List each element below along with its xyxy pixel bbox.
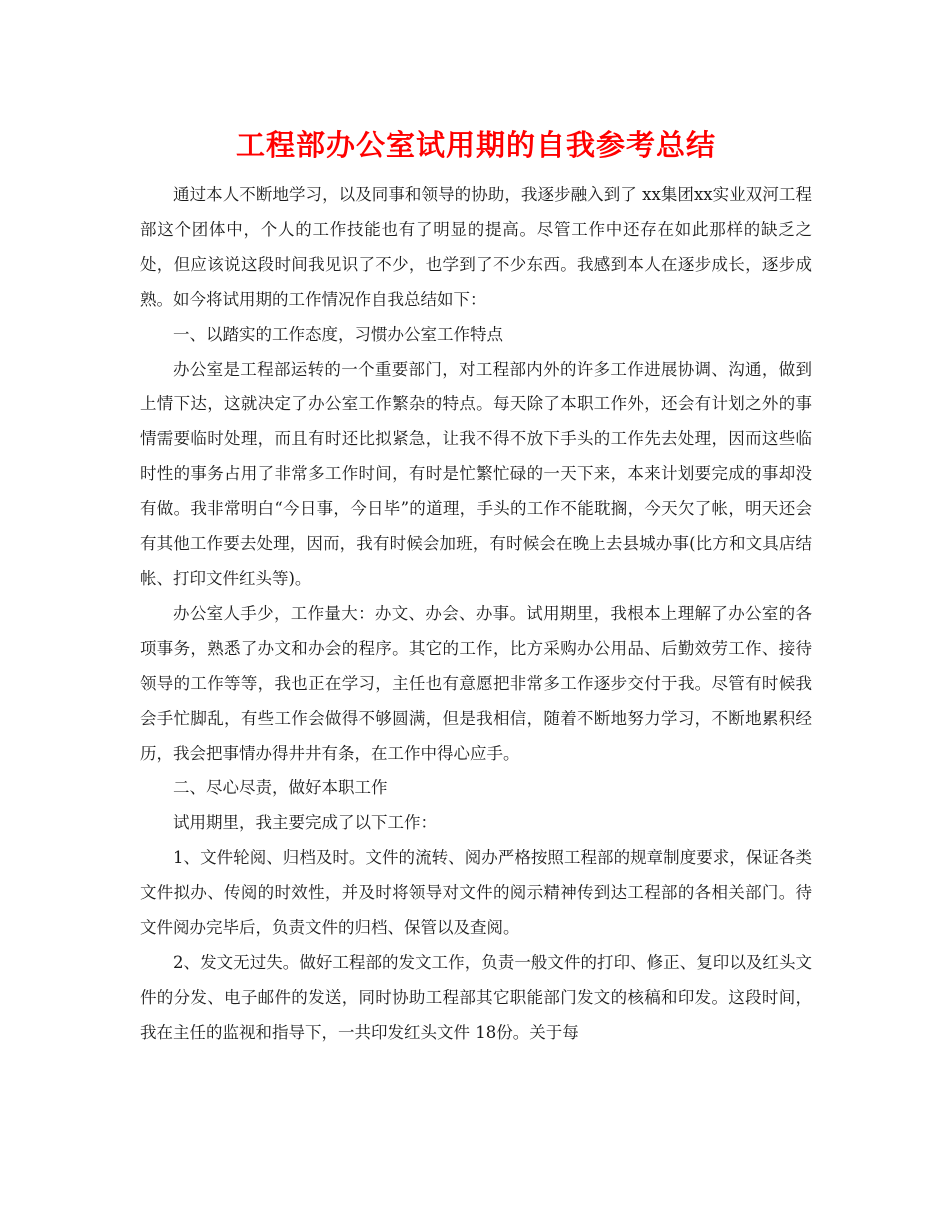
document-title: 工程部办公室试用期的自我参考总结: [235, 128, 716, 162]
paragraph-intro: 通过本人不断地学习，以及同事和领导的协助，我逐步融入到了 xx集团xx实业双河工程部这个团体中，个人的工作技能也有了明显的提高。尽管工作中还存在如此那样的缺乏之处，但应该说这段时间我见识了不少，也学到了不少东西。我感到本人在逐步成长，逐步成熟。如今将试用期的工作情况作自我总结如下：: [140, 185, 812, 309]
list-item: 1、文件轮阅、归档及时。文件的流转、阅办严格按照工程部的规章制度要求，保证各类文件拟办、传阅的时效性，并及时将领导对文件的阅示精神传到达工程部的各相关部门。待文件阅办完毕后，负责文件的归档、保管以及查阅。: [140, 848, 812, 938]
list-item: 2、发文无过失。做好工程部的发文工作，负责一般文件的打印、修正、复印以及红头文件的分发、电子邮件的发送，同时协助工程部其它职能部门发文的核稿和印发。这段时间，我在主任的监视和指导下，一共印发红头文件 18份。关于每: [140, 952, 812, 1042]
section-heading-1: 一、以踏实的工作态度，习惯办公室工作特点: [173, 324, 503, 344]
document-body: [140, 178, 812, 1051]
paragraph: 办公室人手少，工作量大：办文、办会、办事。试用期里，我根本上理解了办公室的各项事务，熟悉了办文和办会的程序。其它的工作，比方采购办公用品、后勤效劳工作、接待领导的工作等等，我也正在学习，主任也有意愿把非常多工作逐步交付于我。尽管有时候我会手忙脚乱，有些工作会做得不够圆满，但是我相信，随着不断地努力学习，不断地累积经历，我会把事情办得井井有条，在工作中得心应手。: [140, 603, 812, 763]
paragraph: 试用期里，我主要完成了以下工作：: [173, 813, 437, 833]
paragraph: 办公室是工程部运转的一个重要部门，对工程部内外的许多工作进展协调、沟通，做到上情下达，这就决定了办公室工作繁杂的特点。每天除了本职工作外，还会有计划之外的事情需要临时处理，而且有时还比拟紧急，让我不得不放下手头的工作先去处理，因而这些临时性的事务占用了非常多工作时间，有时是忙繁忙碌的一天下来，本来计划要完成的事却没有做。我非常明白“今日事，今日毕”的道理，手头的工作不能耽搁，今天欠了帐，明天还会有其他工作要去处理，因而，我有时候会加班，有时候会在晚上去县城办事(比方和文具店结帐、打印文件红头等)。: [140, 359, 812, 588]
section-heading-2: 二、尽心尽责，做好本职工作: [173, 778, 388, 798]
